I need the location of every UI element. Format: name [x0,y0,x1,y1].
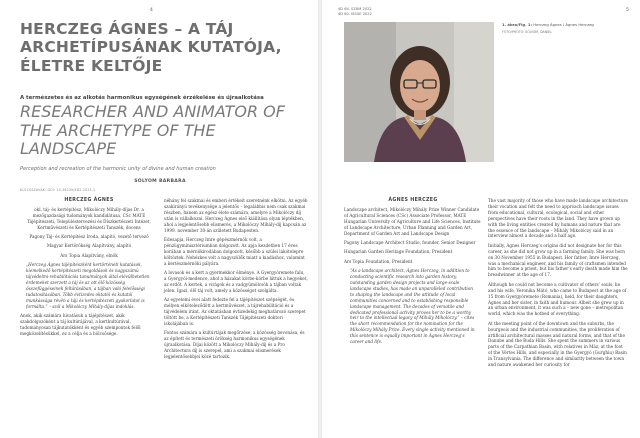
body-paragraph: Fontos számára a kultúrtájak megőrzése, a közösség bevonása, és az épített és természeti örökség harmonikus egységének újraalkotása. Díjai között a Mikolóczy Mihály-díj és a Pro Architectura díj is szerepel, ami a szakmai elismerések legjelentősebbjei közé tartozik. [164,330,305,359]
bio-paragraph: Magyar Kertörökség Alapítvány, alapító [46,243,132,249]
caption-text: Herczeg Ágnes / Ágnes Herczeg [533,22,594,27]
bio-paragraph: Hungarian Garden Heritage Foundation, President [344,249,453,255]
left-column-2 [164,198,308,363]
body-paragraph: néhány fel szakmai és emberi értékeit szeretnénk elkötni. Az egyéb szakirányú tevékenysége a jelentős – legalábbis nem csak szakmai részben, hanem az egész élete számára, amelyre a Mikolóczy díj után is vállalkozni. Herczeg Ágnes első kiállítása olyan léptékben, ahol a legjelentősebb elismerés, a Mikolóczy Mihály-díj kapcsán az 1999. november 30-án született Budapesten. [164,198,308,233]
article-subtitle-hungarian: A természetes és az alkotás harmonikus egységének érzékelése és újraalkotása [20,95,264,101]
bio-paragraph: Pagony Landscape Architect Studio, founder, Senior Designer [344,239,476,245]
body-paragraph: Édesapja, Herczeg Imre gépészmérnök volt, a pénzügyminisztériumban dolgozott. Az apja kezdetben 17 éves korában a mérnökirodában dolgozott, később a szülei lakótelepre költöztek. Nehézkes volt a nagyszülők miatt a kiadáshoz, valamint a kertészmérnöki pályára. [164,236,305,266]
body-paragraph: Although he could not become a cultivator of others’ souls, he and his wife, Veronika Mátó, who came to Budapest at the age of 15 from Gyergyóremete (Romania), held, for their daughters, Ágnes and her sister, in faith and humour. Albeit she grew up in an urban environment, it was such a – new gone – metropolitan world, which was the hotbed of everything. [488,281,627,317]
journal-reference-en: 4D 60. ISSUE 2022 [338,12,372,16]
bio-paragraph: Ars Topia Foundation, President [344,258,413,264]
body-paragraph: The vast majority of those who have made landscape architecture their vocation and felt the need to approach landscape issues from educational, cultural, ecological, social and other perspectives have their roots in the land. They have grown up with the living entities created by humans and nature that are the essence of the landscape – Mihály Mikolóczy said in an interview almost a decade and a half ago. [488,198,628,239]
journal-reference-hu: 4D 64. SZÁM 2022 [338,7,372,11]
right-column-2 [488,198,628,371]
journal-reference [338,7,372,17]
author-name: SÓLYOM BARBARA [134,179,186,184]
portrait-illustration [344,22,494,162]
prize-quote-hungarian: „Herczeg Ágnes tájépítészként kertörténeti kutatások, kiemelkedő kertépítészeti megoldások és nagyszámú tájvédelmi-rehabilitációs tanulmányok által elévülhetetlen érdemeket szerzett a táj és az ott élő közösség összefüggéseinek feltárásában, a tájban való felelősségi tudatosításában. Több évtizedes oktatói és kutatói munkássága révén a táji és kertépítészeti gyakorlatot is formálta.” – szól a Mikolóczy Mihály-díjas indoklás. [26,262,150,309]
keyword-line: KULCSSZAVAK: DOI: 10.36249/4D2.2023.1 [20,188,96,192]
left-page-number: 4 [150,8,153,13]
body-paragraph: A lovasok és a kert a gyermekkor élménye. A Gyergyóremete falu, a Gyergyói-medence, ahol a házakat körbe-körbe láttuk a hegyeket, az erdőt. A kertek, a virágok és a vadgyümölcsök a tájban voltak jelen. Igazi, élő táj volt, amely a közösséget szolgálta. [164,269,308,293]
article-title-english: RESEARCHER AND ANIMATOR OF THE ARCHETYPE OF THE LANDSCAPE [20,102,285,159]
photo-caption [502,22,622,35]
prize-quote-english: “As a landscape architect, Ágnes Herczeg, in addition to conducting scientific research into garden history, outstanding garden design projects and large-scale landscape studies, has made an unparalleled contribution to shaping the landscape and the attitude of local communities concerned and to establishing responsible landscape management. The decades of versatile and dedicated professional activity proves her to be a worthy heir to the intellectual legacy of Mihály Mikolóczy.” – cites the short recommendation for the nomination for the Mikolóczy Mihály Prize. Every single activity mentioned in this sentence is equally important in Ágnes Herczeg’s career and life. [350,268,475,345]
bio-name-english: ÁGNES HERCZEG [388,198,438,203]
bio-name-hungarian: HERCZEG ÁGNES [64,198,114,203]
body-paragraph: Az egyetemi évei alatt fedezte fel a tájépítészet szépségét, és mélyen elköteleződött a kertművészet, a tájrehabilitáció és a tájvédelem iránt. Az oktatásban évtizedekig meghatározó szerepet töltött be, a Kertépítészeti Tanszék Tájépítészeti doktori iskolájában is. [164,297,306,326]
bio-paragraph: Landscape architect, Mikolóczy Mihály Prize Winner Candidate of Agricultural Sciences (CSc) Associate Professor, MATE Hungarian University of Agriculture and Life Sciences, Institute of Landscape Architecture, Urban Planning and Garden Art, Department of Garden Art and Landscape Design [344,206,481,236]
photo-credit: FOTÓ/PHOTO: SÓLYOM, DANIEL [502,30,552,35]
bio-paragraph: okl. táj- és kertépítész, Mikolóczy Mihály-díjas Dr. a mezőgazdasági tudományok kandidátusa, CSc MATE Tájépítészeti, Településtervezési és Díszkertészeti Intézet, Kertművészeti és Kertépítészeti Tanszék, docens [27,206,151,230]
caption-number: 1. ábra/Fig. 1: [502,22,533,27]
bio-paragraph: Pagony Táj- és Kertépítész Iroda, alapító, vezető tervező [29,234,149,240]
body-paragraph: Initially, Ágnes Herczeg’s origins did not designate her for this career, as she did not grow up in a farming family. She was born on 30 November 1955 in Budapest. Her father, Imre Herczeg, was a mechanical engineer, and his family of craftsmen intended him to become a priest, but his father’s early death made him the breadwinner at the age of 17. [488,242,628,278]
portrait-photo [344,22,494,162]
body-paragraph: Anok, akik számára hivatásuk a tájépítészet, akik szakdolgozóként a táj kultúrájával, a kertkultúrával, tudományosan tájkutatókként és egyéb szempontok felől megközelítésükkel, ez a célja és a bölcsősége. [20,313,141,336]
left-column-1 [20,198,158,340]
article-subtitle-english: Perception and recreation of the harmonic unity of divine and human creation [20,166,216,172]
bio-paragraph: Ars Topia Alapítvány, elnök [60,252,118,258]
right-column-1 [344,198,482,348]
right-page-number: 5 [626,8,629,13]
body-paragraph: At the meeting point of the downtown and the suburbs, the bourgeois and the industrial communities, the proliferation of artificial architectural masses and natural forms, and that of the Danube and the Buda Hills. She spent the summers in various parts of the Carpathian Basin, with relatives in Máz, at the foot of the Vértes Hills, and especially in the Gyergyó (Gurghiu) Basin in Transylvania. The difference and similarity between the town and nature awakened her curiosity for [488,320,627,368]
article-title-hungarian: HERCZEG ÁGNES – A TÁJ ARCHETÍPUSÁNAK KUTATÓJA, ÉLETRE KELTŐJE [20,20,282,75]
